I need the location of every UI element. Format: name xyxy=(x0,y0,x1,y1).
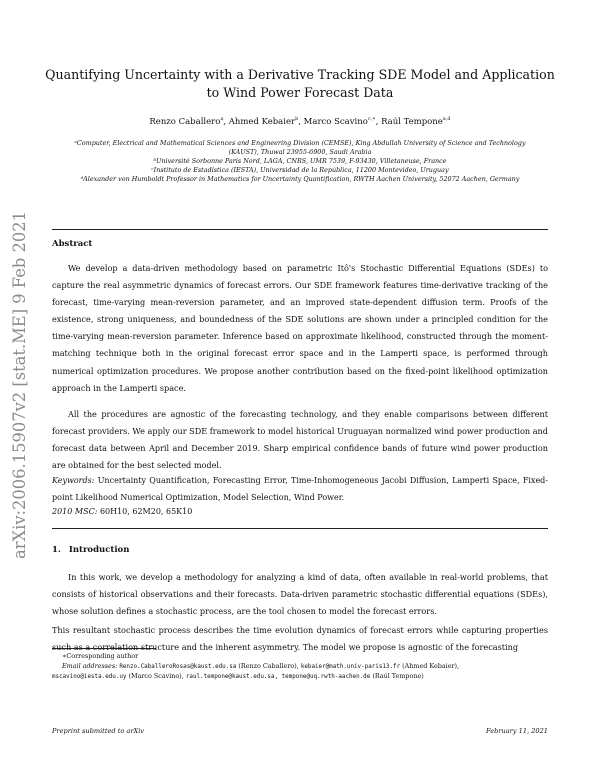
author-name: Raúl Tempone xyxy=(381,116,443,127)
arxiv-id-text: arXiv:2006.15907v2 [stat.ME] 9 Feb 2021 xyxy=(10,209,29,559)
intro-paragraph: In this work, we develop a methodology for analyzing a kind of data, often available in real-world problems, that consists of historical observations and their forecasts. Data-driven parametric stochastic differential equations (SDEs), whose solution defines a stochastic process, are the tool chosen to model the forecast errors. xyxy=(52,572,548,617)
section-number: 1. xyxy=(52,545,61,555)
preprint-date: February 11, 2021 xyxy=(485,727,548,735)
abstract-bottom-rule xyxy=(52,528,548,529)
email-label: Email addresses: xyxy=(62,662,118,670)
author-name: Marco Scavino xyxy=(303,116,368,127)
title-line-2: to Wind Power Forecast Data xyxy=(206,85,394,100)
keywords xyxy=(52,472,548,506)
msc-label: 2010 MSC: xyxy=(52,507,98,516)
keywords-text: Uncertainty Quantification, Forecasting Error, Time-Inhomogeneous Jacobi Diffusion, Lamperti Space, Fixed-point Likelihood Numerical Optimization, Model Selection, Wind Power. xyxy=(52,476,548,502)
intro-paragraph: This resultant stochastic process describes the time evolution dynamics of forecast errors while capturing properties such as a correlation structure and the inherent asymmetry. The model we propose is agnostic of the forecasting xyxy=(52,625,548,653)
email-address: raul.tempone@kaust.edu.sa, tempone@uq.rwth-aachen.de xyxy=(185,674,371,680)
preprint-note: Preprint submitted to arXiv xyxy=(52,727,145,735)
email-address: kebaier@math.univ-paris13.fr xyxy=(300,664,401,670)
abstract-paragraph: We develop a data-driven methodology based on parametric Itô's Stochastic Differential Equations (SDEs) to capture the real asymmetric dynamics of forecast errors. Our SDE framework features time-derivative tracking of the forecast, time-varying mean-reversion parameter, and an improved state-dependent diffusion term. Proofs of the existence, strong uniqueness, and boundedness of the SDE solutions are shown under a principled condition for the time-varying mean-reversion parameter. Inference based on approximate likelihood, constructed through the moment-matching technique both in the original forecast error space and in the Lamperti space, is performed through numerical optimization procedures. We propose another contribution based on the fixed-point likelihood optimization approach in the Lamperti space. xyxy=(52,263,548,393)
email-owner: (Renzo Caballero), xyxy=(238,662,299,670)
abstract-top-rule xyxy=(52,229,548,230)
author-name: Ahmed Kebaier xyxy=(228,116,296,127)
affiliation: ᶜInstituto de Estadística (IESTA), Universidad de la República, 11200 Montevideo, Uruguay xyxy=(151,166,449,175)
title-line-1: Quantifying Uncertainty with a Derivative Tracking SDE Model and Application xyxy=(45,67,555,82)
paper-title xyxy=(40,66,560,102)
author-sup: a,d xyxy=(442,116,451,122)
author-sup: a xyxy=(220,116,224,122)
author-sup: c,∗ xyxy=(367,116,376,122)
email-owner: (Marco Scavino), xyxy=(128,672,184,680)
section-heading xyxy=(52,545,129,555)
footnote-emails-2 xyxy=(52,671,548,682)
abstract-paragraph: All the procedures are agnostic of the forecasting technology, and they enable comparisons between different forecast providers. We apply our SDE framework to model historical Uruguayan normalized wind power production and forecast data between April and December 2019. Sharp empirical confidence bands of future wind power production are obtained for the best selected model. xyxy=(52,409,548,471)
email-owner: (Raúl Tempone) xyxy=(372,672,424,680)
affiliation: ᵈAlexander von Humboldt Professor in Mathematics for Uncertainty Quantification, RWTH Aachen University, 52072 Aachen, Germany xyxy=(80,175,520,184)
keywords-label: Keywords: xyxy=(52,476,95,485)
author-name: Renzo Caballero xyxy=(149,116,221,127)
arxiv-stamp xyxy=(4,205,32,565)
msc-text: 60H10, 62M20, 65K10 xyxy=(99,507,193,516)
section-title: Introduction xyxy=(68,545,130,555)
email-address: mscavino@iesta.edu.uy xyxy=(52,674,127,680)
affiliation: ᵇUniversité Sorbonne Paris Nord, LAGA, CNRS, UMR 7539, F-93430, Villetaneuse, France xyxy=(153,157,447,166)
footnote-corresponding xyxy=(52,651,548,661)
email-owner: (Ahmed Kebaier), xyxy=(402,662,460,670)
author-sup: b xyxy=(295,116,299,122)
footnote-rule xyxy=(52,648,156,649)
email-address: Renzo.CaballeroRosas@kaust.edu.sa xyxy=(119,664,237,670)
affiliation: ᵃComputer, Electrical and Mathematical Sciences and Engineering Division (CEMSE), King Abdullah University of Science and Technology (KAUST), Thuwal 23955-6900, Saudi Arabia xyxy=(74,139,526,157)
corresponding-author-note: ∗Corresponding author xyxy=(62,652,139,660)
msc-codes xyxy=(52,507,192,516)
author-list: Renzo Caballero$^a$, Ahmed Kebaier$^b$, Marco Scavino$^{c,∗}$, Raúl Tempone$^{a,d}$ xyxy=(149,116,451,127)
affiliations xyxy=(64,139,536,184)
abstract-heading: Abstract xyxy=(52,239,93,249)
